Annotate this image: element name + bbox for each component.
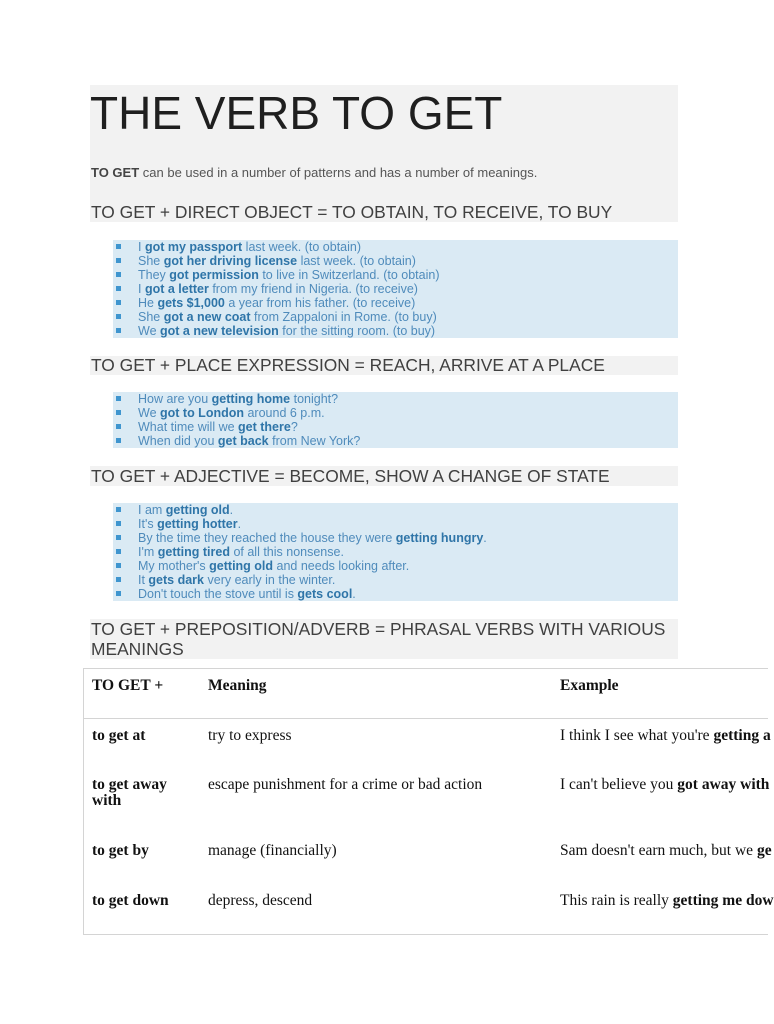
item-highlight: got my passport: [144, 240, 243, 254]
example-text: Sam doesn't earn much, but we: [560, 842, 757, 859]
meaning-cell: try to express: [208, 726, 292, 744]
item-highlight: got her driving license: [163, 254, 298, 268]
section-band-adjective: [90, 466, 678, 486]
bullet-icon: [116, 328, 121, 333]
item-text: for the sitting room. (to buy): [278, 324, 436, 338]
bullet-icon: [116, 410, 121, 415]
item-text: very early in the winter.: [204, 573, 336, 587]
item-text: It's: [138, 517, 158, 531]
table-row: [84, 768, 768, 834]
example-highlight: got away with: [677, 776, 770, 793]
intro-text: can be used in a number of patterns and has a number of meanings.: [139, 165, 538, 180]
list-item: [113, 240, 678, 254]
item-text: We: [138, 406, 160, 420]
item-highlight: got a new coat: [163, 310, 251, 324]
item-text: I am: [138, 503, 166, 517]
bullet-icon: [116, 244, 121, 249]
section-band-place: [90, 356, 678, 375]
item-text: from New York?: [268, 434, 361, 448]
item-highlight: getting old: [209, 559, 274, 573]
item-highlight: getting hungry: [395, 531, 484, 545]
item-text: from my friend in Nigeria. (to receive): [208, 282, 418, 296]
meaning-cell: escape punishment for a crime or bad action: [208, 776, 483, 793]
item-highlight: getting tired: [157, 545, 230, 559]
page-title: THE VERB TO GET: [90, 87, 503, 139]
direct-object-list: [113, 240, 678, 338]
example-cell: [552, 768, 768, 834]
list-item: [113, 587, 678, 601]
example-cell: [552, 718, 771, 768]
list-item: [113, 517, 678, 531]
item-highlight: getting hotter: [157, 517, 238, 531]
table-row: [84, 884, 768, 933]
item-text: last week. (to obtain): [297, 254, 416, 268]
table-header-row: [84, 669, 768, 718]
example-text: I can't believe you: [560, 776, 678, 793]
item-text: to live in Switzerland. (to obtain): [258, 268, 440, 282]
list-item: [113, 503, 678, 517]
item-text: from Zappaloni in Rome. (to buy): [250, 310, 437, 324]
item-text: She: [138, 254, 164, 268]
table: [84, 669, 774, 933]
list-item: [113, 310, 678, 324]
item-highlight: gets $1,000: [157, 296, 225, 310]
item-highlight: got permission: [169, 268, 259, 282]
bullet-icon: [116, 258, 121, 263]
bullet-icon: [116, 549, 121, 554]
example-text: I think I see what you're: [560, 726, 714, 744]
item-highlight: getting old: [165, 503, 230, 517]
phrasal-verb-cell: to get by: [92, 842, 149, 859]
table-row: [84, 718, 768, 768]
example-cell: [552, 834, 772, 884]
item-text: We: [138, 324, 160, 338]
item-text: I: [138, 282, 145, 296]
item-text: tonight?: [290, 392, 339, 406]
bullet-icon: [116, 507, 121, 512]
example-highlight: getting a: [713, 726, 771, 744]
item-highlight: got a new television: [160, 324, 279, 338]
list-item: [113, 406, 678, 420]
item-highlight: get there: [238, 420, 291, 434]
item-text: .: [229, 503, 234, 517]
bullet-icon: [116, 272, 121, 277]
item-text: of all this nonsense.: [229, 545, 344, 559]
item-text: around 6 p.m.: [244, 406, 325, 420]
adjective-list: [113, 503, 678, 601]
example-highlight: getting me dow: [672, 892, 774, 909]
item-text: and needs looking after.: [273, 559, 410, 573]
section-band-phrasal: [90, 619, 678, 659]
bullet-icon: [116, 535, 121, 540]
example-text: This rain is really: [560, 892, 673, 909]
list-item: [113, 559, 678, 573]
meaning-cell: depress, descend: [208, 892, 313, 909]
item-text: It: [138, 573, 149, 587]
column-header-meaning: Meaning: [200, 669, 552, 718]
item-text: By the time they reached the house they were: [138, 531, 396, 545]
bullet-icon: [116, 424, 121, 429]
section-heading-adjective: TO GET + ADJECTIVE = BECOME, SHOW A CHANGE OF STATE: [91, 466, 610, 486]
list-item: [113, 531, 678, 545]
list-item: [113, 434, 678, 448]
item-text: He: [138, 296, 158, 310]
item-text: I: [138, 240, 145, 254]
meaning-cell: manage (financially): [208, 842, 337, 859]
list-item: [113, 573, 678, 587]
item-text: When did you: [138, 434, 218, 448]
item-highlight: got a letter: [144, 282, 209, 296]
bullet-icon: [116, 577, 121, 582]
item-text: ?: [290, 420, 298, 434]
example-cell: [552, 884, 774, 933]
bullet-icon: [116, 396, 121, 401]
item-text: a year from his father. (to receive): [224, 296, 416, 310]
item-text: My mother's: [138, 559, 210, 573]
place-expression-list: [113, 392, 678, 448]
item-text: Don't touch the stove until is: [138, 587, 298, 601]
item-text: They: [138, 268, 170, 282]
intro-paragraph: [91, 165, 537, 181]
list-item: [113, 324, 678, 338]
phrasal-verb-cell: to get at: [92, 726, 146, 744]
item-text: last week. (to obtain): [242, 240, 362, 254]
item-text: .: [483, 531, 487, 545]
item-highlight: gets cool: [297, 587, 353, 601]
item-text: What time will we: [138, 420, 239, 434]
list-item: [113, 282, 678, 296]
item-text: I'm: [138, 545, 158, 559]
list-item: [113, 420, 678, 434]
item-highlight: gets dark: [148, 573, 205, 587]
list-item: [113, 254, 678, 268]
list-item: [113, 268, 678, 282]
item-highlight: getting home: [211, 392, 291, 406]
phrasal-verb-cell: to get down: [92, 892, 169, 909]
item-text: How are you: [138, 392, 212, 406]
example-highlight: ge: [756, 842, 772, 859]
bullet-icon: [116, 300, 121, 305]
section-heading-place-expression: TO GET + PLACE EXPRESSION = REACH, ARRIVE AT A PLACE: [91, 355, 605, 375]
table-row: [84, 834, 768, 884]
item-text: .: [237, 517, 242, 531]
item-text: .: [352, 587, 356, 601]
bullet-icon: [116, 286, 121, 291]
item-highlight: get back: [217, 434, 269, 448]
title-panel: [90, 85, 678, 222]
item-highlight: got to London: [160, 406, 244, 420]
intro-bold: TO GET: [91, 165, 140, 180]
list-item: [113, 296, 678, 310]
bullet-icon: [116, 591, 121, 596]
bullet-icon: [116, 563, 121, 568]
list-item: [113, 545, 678, 559]
section-heading-phrasal-verbs: TO GET + PREPOSITION/ADVERB = PHRASAL VERBS WITH VARIOUS MEANINGS: [91, 619, 666, 659]
bullet-icon: [116, 314, 121, 319]
item-text: She: [138, 310, 164, 324]
column-header-example: Example: [552, 669, 768, 718]
phrasal-verb-cell: to get away with: [92, 776, 167, 809]
bullet-icon: [116, 521, 121, 526]
column-header-to-get: TO GET +: [84, 669, 200, 718]
list-item: [113, 392, 678, 406]
section-heading-direct-object: TO GET + DIRECT OBJECT = TO OBTAIN, TO RECEIVE, TO BUY: [91, 202, 613, 222]
bullet-icon: [116, 438, 121, 443]
phrasal-verbs-table: [83, 668, 774, 935]
